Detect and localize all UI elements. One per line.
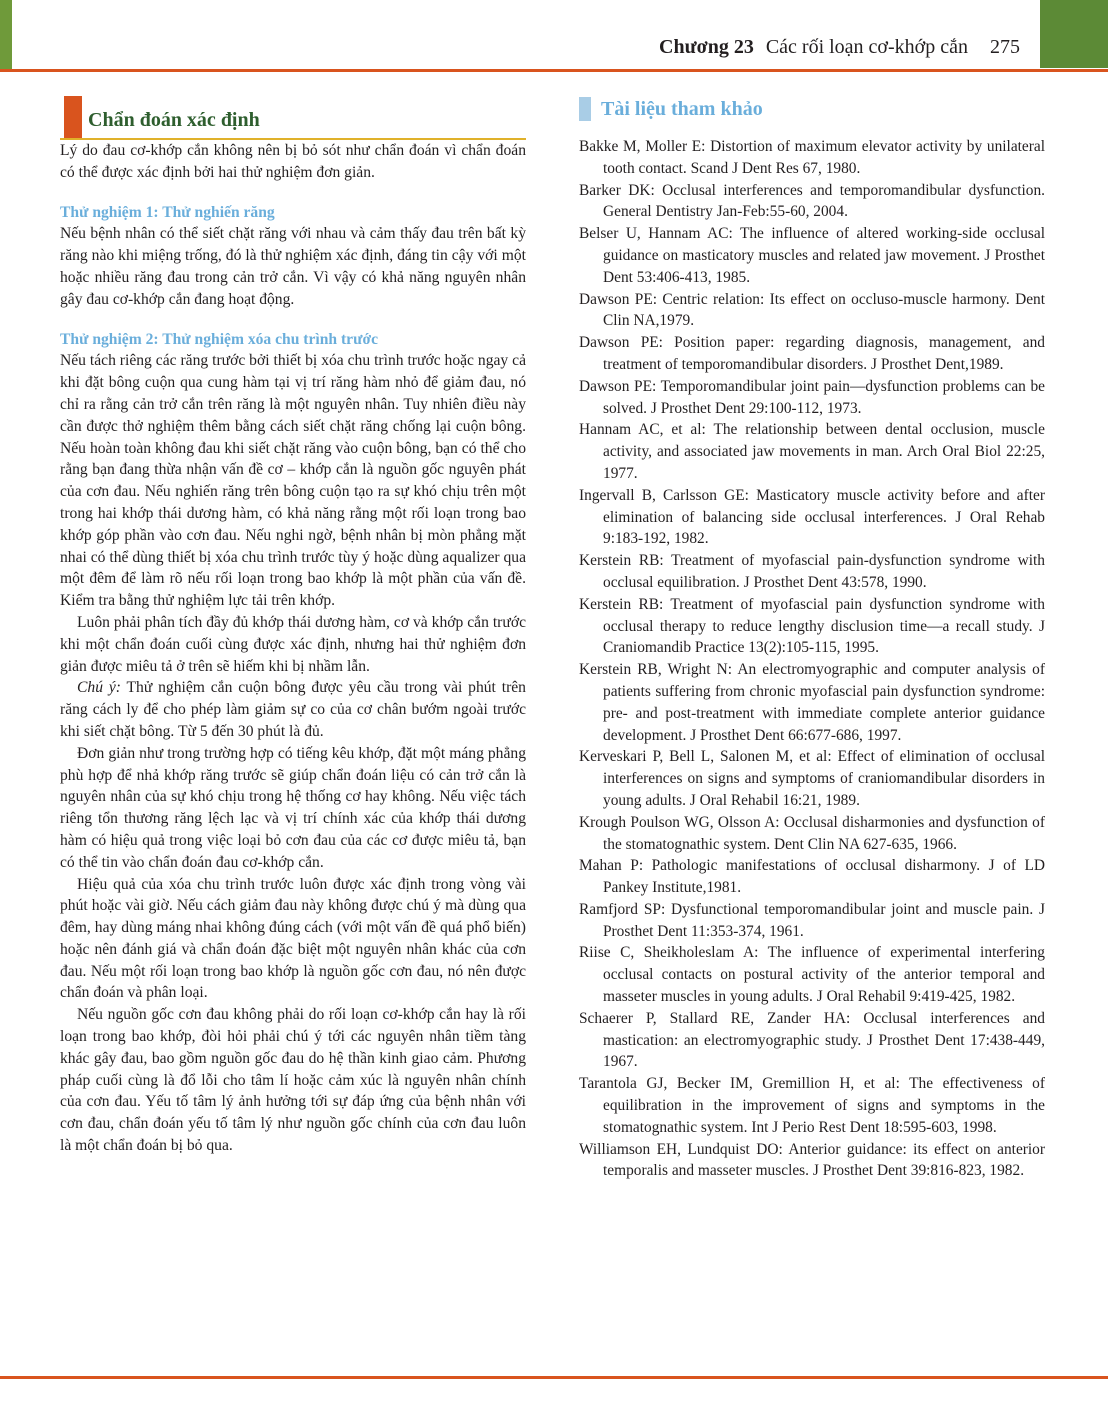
intro-paragraph: Lý do đau cơ-khớp cắn không nên bị bỏ sót như chẩn đoán vì chẩn đoán có thể được xác định bởi hai thử nghiệm đơn giản. <box>60 142 526 181</box>
header-rule <box>0 69 1108 72</box>
reference-item: Tarantola GJ, Becker IM, Gremillion H, et al: The effectiveness of equilibration in the improvement of signs and symptoms in the stomatognathic system. Int J Perio Rest Dent 18:595-603, 1998. <box>579 1075 1045 1136</box>
reference-item: Kerstein RB: Treatment of myofascial pain dysfunction syndrome with occlusal therapy to reduce lengthy disclusion time—a recall study. J Craniomandib Practice 13(2):105-115, 1995. <box>579 595 1045 657</box>
left-column <box>60 96 526 1157</box>
section-title: Chẩn đoán xác định <box>88 109 260 131</box>
reference-item: Mahan P: Pathologic manifestations of occlusal disharmony. J of LD Pankey Institute,1981. <box>579 857 1045 897</box>
chapter-title: Các rối loạn cơ-khớp cắn <box>765 36 968 58</box>
reference-list <box>579 136 1045 1182</box>
reference-item: Schaerer P, Stallard RE, Zander HA: Occlusal interferences and mastication: an electromyographic study. J Prosthet Dent 17:438-449, 1967. <box>579 1009 1045 1071</box>
note-paragraph <box>60 677 526 742</box>
reference-item: Ramfjord SP: Dysfunctional temporomandibular joint and muscle pain. J Prosthet Dent 11:353-374, 1961. <box>579 900 1045 940</box>
corner-decoration-right <box>1040 0 1108 68</box>
reference-item: Hannam AC, et al: The relationship between dental occlusion, muscle activity, and associated jaw movements in man. Arch Oral Biol 22:25, 1977. <box>579 421 1045 482</box>
corner-decoration-left <box>0 0 12 72</box>
paragraph: Luôn phải phân tích đầy đủ khớp thái dương hàm, cơ và khớp cắn trước khi một chẩn đoán cuối cùng được xác định, nhưng hai thử nghiệm đơn giản được miêu tả ở trên sẽ hiếm khi bị nhầm lẫn. <box>60 613 526 675</box>
reference-item: Dawson PE: Centric relation: Its effect on occluso-muscle harmony. Dent Clin NA,1979. <box>579 290 1045 330</box>
paragraph: Hiệu quả của xóa chu trình trước luôn được xác định trong vòng vài phút hoặc vài giờ. Nếu cách giảm đau này không được chú ý mà dùng qua đêm, hay dùng máng nhai không đúng cách (với một vấn đề quá phổ biến) hoặc nên đánh giá và chẩn đoán đặc biệt một nguyên nhân khác của cơn đau. Nếu một rối loạn trong bao khớp là nguồn gốc cơn đau, nó nên được chẩn đoán và phân loại. <box>60 875 526 1002</box>
test1-heading: Thử nghiệm 1: Thử nghiến răng <box>60 203 275 221</box>
heading-accent-bar <box>64 96 82 138</box>
right-column <box>579 96 1045 1182</box>
reference-item: Kerstein RB: Treatment of myofascial pain-dysfunction syndrome with occlusal equilibration. J Prosthet Dent 43:578, 1990. <box>579 552 1045 591</box>
references-heading <box>579 96 1045 126</box>
reference-item: Ingervall B, Carlsson GE: Masticatory muscle activity before and after elimination of balancing side occlusal interferences. J Oral Rehab 9:183-192, 1982. <box>579 486 1045 548</box>
reference-item: Kerveskari P, Bell L, Salonen M, et al: Effect of elimination of occlusal interferences on signs and symptoms of craniomandibular disorders in young adults. J Oral Rehabil 16:21, 1989. <box>579 748 1045 809</box>
test2-paragraph: Nếu tách riêng các răng trước bởi thiết bị xóa chu trình trước hoặc ngay cả khi đặt bông cuộn qua cung hàm tại vị trí răng hàm nhỏ để giảm đau, nó chỉ ra rằng cản trở cắn trên răng là một nguyên nhân. Tuy nhiên điều này cần được thở nghiệm thêm bằng cách siết chặt răng chống lại cuộn bông. Nếu hoàn toàn không đau khi siết chặt răng vào cuộn bông, bạn có thể cho rằng bạn đang thừa nhận vấn đề cơ – khớp cắn là nguồn gốc nguyên phát của cơn đau. Nếu nghiến răng trên bông cuộn tạo ra sự khó chịu trên một trong hai khớp thái dương hàm, có khả năng rằng một rối loạn trong bao khớp góp phần vào cơn đau. Nếu nghi ngờ, bệnh nhân bị mòn phẳng mặt nhai có thể dùng thiết bị xóa chu trình trước tùy ý hoặc dùng aqualizer qua một đêm để làm rõ nếu rối loạn trong bao khớp là một phần của vấn đề. Kiểm tra bằng thử nghiệm lực tải trên khớp. <box>60 352 526 610</box>
footer-rule <box>0 1376 1108 1379</box>
reference-item: Belser U, Hannam AC: The influence of altered working-side occlusal guidance on masticatory muscles and related jaw movement. J Prosthet Dent 53:406-413, 1985. <box>579 225 1045 286</box>
note-text: Thử nghiệm cắn cuộn bông được yêu cầu trong vài phút trên răng cách ly để cho phép làm giảm sự co của cơ chân bướm ngoài trước khi siết chặt bông. Từ 5 đến 30 phút là đủ. <box>60 679 526 740</box>
page-number: 275 <box>990 36 1020 58</box>
running-header <box>659 36 1020 59</box>
reference-item: Krough Poulson WG, Olsson A: Occlusal disharmonies and dysfunction of the stomatognathic system. Dent Clin NA 627-635, 1966. <box>579 813 1045 853</box>
reference-item: Bakke M, Moller E: Distortion of maximum elevator activity by unilateral tooth contact. Scand J Dent Res 67, 1980. <box>579 138 1045 177</box>
paragraph: Đơn giản như trong trường hợp có tiếng kêu khớp, đặt một máng phẳng phù hợp để nhả khớp răng trước sẽ giúp chẩn đoán liệu có cản trở cắn là nguyên nhân của sự khó chịu trong hệ thống cơ hay không. Nếu việc tách riêng tổn thương răng lệch lạc và vị trí chính xác của khớp thái dương hàm có hiệu quả trong việc loại bỏ cơn đau của các cơ được miêu tả, bạn có thể tin vào chẩn đoán đau cơ-khớp cắn. <box>60 744 526 871</box>
body-text <box>60 140 526 1157</box>
section-heading <box>60 96 526 140</box>
reference-item: Williamson EH, Lundquist DO: Anterior guidance: its effect on anterior temporalis and masseter muscles. J Prosthet Dent 39:816-823, 1982. <box>579 1140 1045 1180</box>
test2-heading: Thử nghiệm 2: Thử nghiệm xóa chu trình trước <box>60 330 379 348</box>
note-label: Chú ý: <box>77 679 121 697</box>
reference-item: Barker DK: Occlusal interferences and temporomandibular dysfunction. General Dentistry Jan-Feb:55-60, 2004. <box>579 181 1045 221</box>
references-accent-bar <box>579 97 591 121</box>
test1-paragraph: Nếu bệnh nhân có thể siết chặt răng với nhau và cảm thấy đau trên bất kỳ răng nào khi miệng trống, đó là thử nghiệm xác định, đáng tin cậy với một hoặc nhiều răng đau trong cản trở cắn. Vì vậy có khả năng nguyên nhân gây đau cơ-khớp cắn đang hoạt động. <box>60 225 526 308</box>
reference-item: Riise C, Sheikholeslam A: The influence of experimental interfering occlusal contacts on postural activity of the anterior temporal and masseter muscles in young adults. J Oral Rehabil 9:419-425, 1982. <box>579 944 1045 1006</box>
references-title: Tài liệu tham khảo <box>601 98 763 120</box>
paragraph: Nếu nguồn gốc cơn đau không phải do rối loạn cơ-khớp cắn hay là rối loạn trong bao khớp, đòi hỏi phải chú ý tới các nguyên nhân tiềm tàng khác gây đau, bao gồm nguồn gốc đau do hệ thần kinh giao cảm. Phương pháp cuối cùng là đổ lỗi cho tâm lí hoặc cảm xúc là nguyên nhân chính của cơn đau. Yếu tố tâm lý ảnh hưởng tới sự đáp ứng của bệnh nhân với cơn đau, chẩn đoán yếu tố tâm lý như nguồn gốc chính của cơn đau luôn là một chẩn đoán bị bỏ qua. <box>60 1006 526 1155</box>
reference-item: Dawson PE: Temporomandibular joint pain—dysfunction problems can be solved. J Prosthet Dent 29:100-112, 1973. <box>579 377 1045 417</box>
reference-item: Dawson PE: Position paper: regarding diagnosis, management, and treatment of temporomandibular disorders. J Prosthet Dent,1989. <box>579 334 1045 373</box>
chapter-label: Chương 23 <box>659 36 754 58</box>
reference-item: Kerstein RB, Wright N: An electromyographic and computer analysis of patients suffering from chronic myofascial pain dysfunction syndrome: pre- and post-treatment with immediate complete anterior guidance development. J Prosthet Dent 66:677-686, 1997. <box>579 661 1045 744</box>
